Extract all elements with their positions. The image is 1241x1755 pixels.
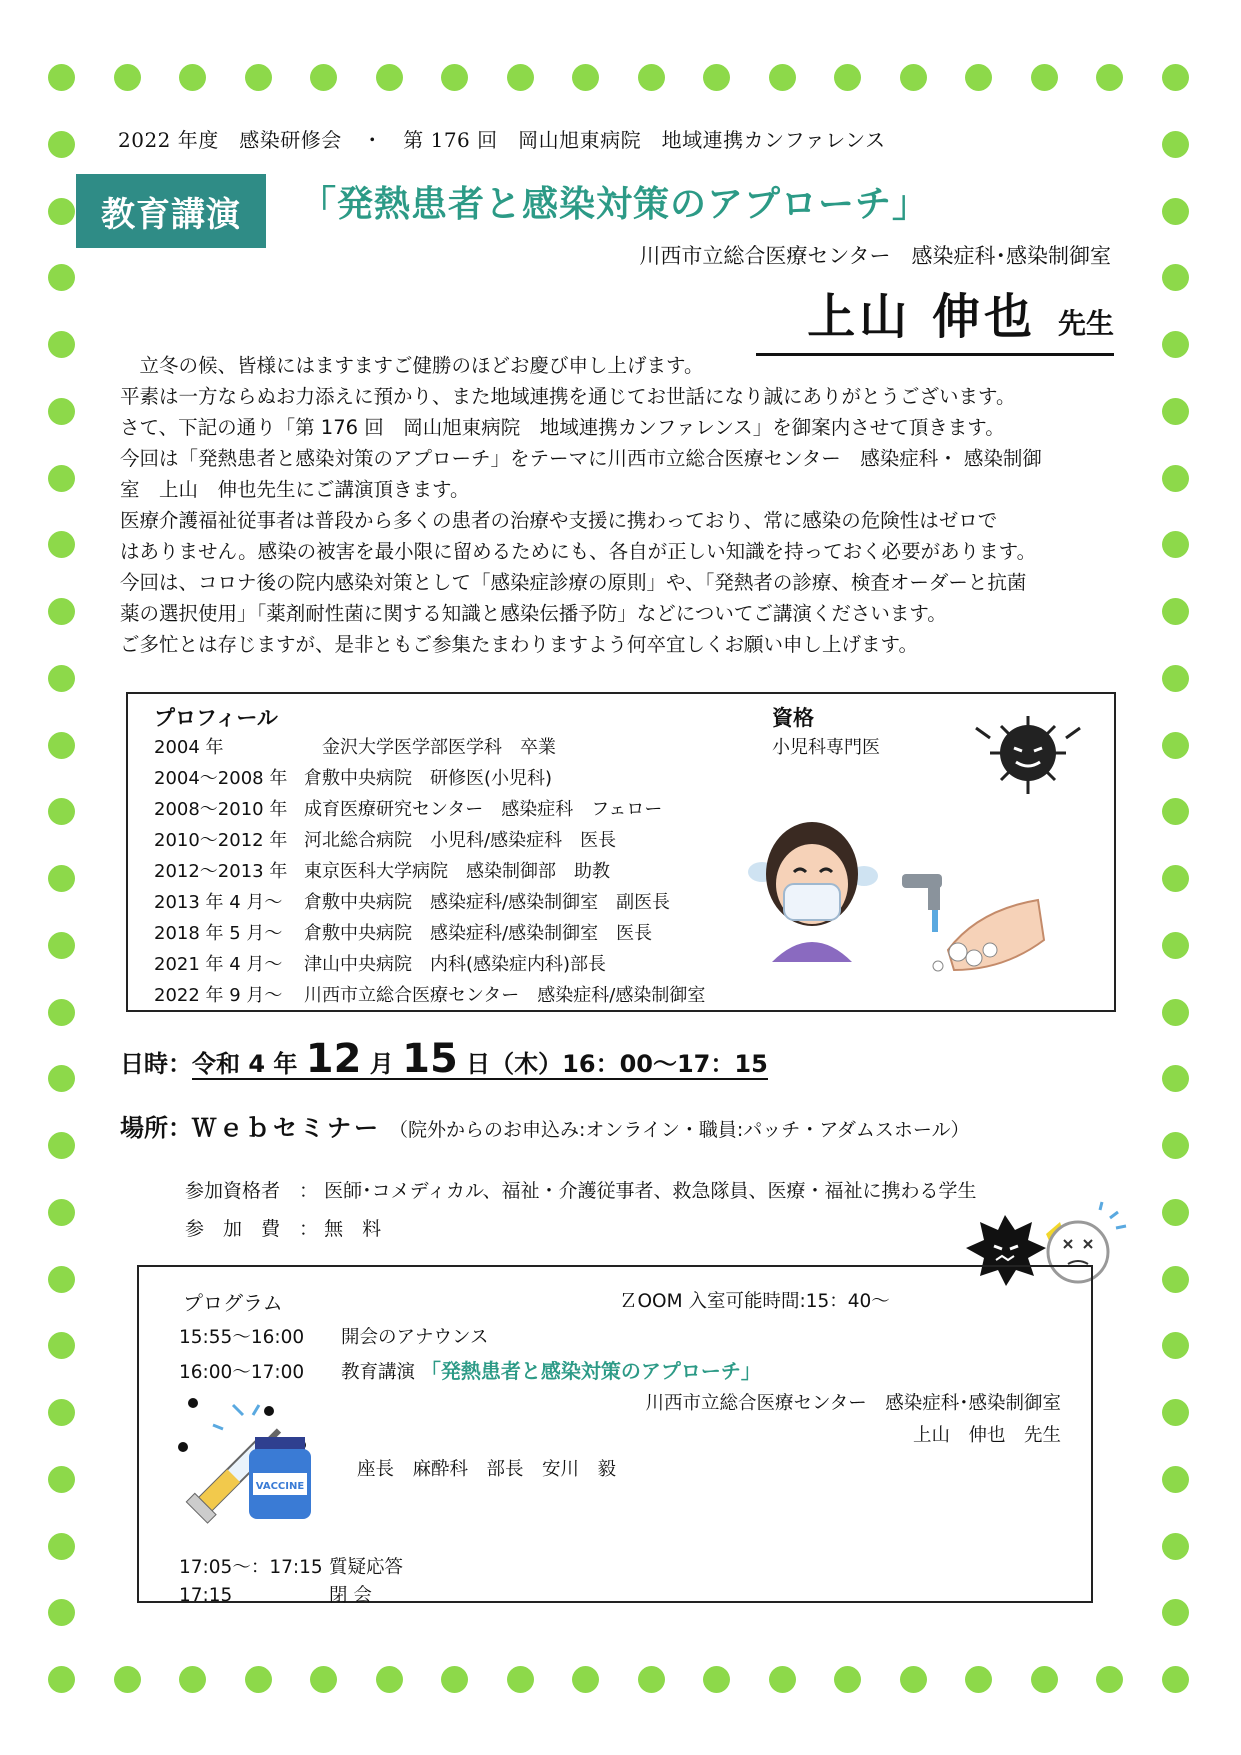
border-dot: [1162, 1065, 1189, 1092]
history-row: 2012～2013 年 東京医科大学病院 感染制御部 助教: [154, 861, 610, 882]
event-venue: [120, 1108, 970, 1143]
program-row-closing: 17:15 閉 会: [179, 1585, 372, 1606]
border-dot: [572, 64, 599, 91]
border-dot: [48, 865, 75, 892]
profile-history: [154, 732, 705, 1011]
border-dot: [114, 1666, 141, 1693]
border-dot: [48, 398, 75, 425]
event-datetime: [120, 1036, 768, 1082]
program-row-qa: 17:05～：17:15 質疑応答: [179, 1557, 404, 1578]
border-dot: [48, 999, 75, 1026]
history-row: 2021 年 4 月～ 津山中央病院 内科(感染症内科)部長: [154, 954, 607, 975]
border-dot: [48, 1266, 75, 1293]
intro-line: 医療介護福祉従事者は普段から多くの患者の治療や支援に携わっており、常に感染の危険性はゼロで: [120, 509, 998, 532]
border-dot: [1096, 1666, 1123, 1693]
border-dot: [48, 1599, 75, 1626]
history-row: 2004 年 金沢大学医学部医学科 卒業: [154, 737, 556, 758]
border-dot: [245, 1666, 272, 1693]
border-dot: [441, 64, 468, 91]
border-dot: [965, 1666, 992, 1693]
border-dot: [310, 1666, 337, 1693]
border-dot: [900, 1666, 927, 1693]
border-dot: [48, 1666, 75, 1693]
border-dot: [1162, 732, 1189, 759]
border-dot: [310, 64, 337, 91]
border-dot: [965, 64, 992, 91]
border-dot: [48, 1065, 75, 1092]
border-dot: [507, 1666, 534, 1693]
speaker-name: 上山 伸也: [807, 289, 1036, 345]
border-dot: [376, 1666, 403, 1693]
border-dot: [1162, 198, 1189, 225]
border-dot: [179, 64, 206, 91]
border-dot: [48, 1132, 75, 1159]
border-dot: [376, 64, 403, 91]
intro-line: はありません。感染の被害を最小限に留めるためにも、各自が正しい知識を持っておく必要があります。: [120, 540, 1037, 563]
program-row-lecture: 16:00～17:00 教育講演 「発熱患者と感染対策のアプローチ」: [179, 1359, 761, 1383]
border-dot: [1162, 1266, 1189, 1293]
qualification-heading: 資格: [772, 706, 814, 730]
history-row: 2010～2012 年 河北総合病院 小児科/感染症科 医長: [154, 830, 617, 851]
intro-text: [120, 350, 1138, 660]
history-row: 2004～2008 年 倉敷中央病院 研修医(小児科): [154, 768, 553, 789]
border-dot: [638, 64, 665, 91]
fee-row: 参 加 費 ： 無 料: [185, 1218, 382, 1240]
border-dot: [48, 798, 75, 825]
border-dot: [507, 64, 534, 91]
border-dot: [1162, 932, 1189, 959]
border-dot: [1162, 531, 1189, 558]
border-dot: [1162, 865, 1189, 892]
border-dot: [48, 331, 75, 358]
intro-line: 室 上山 伸也先生にご講演頂きます。: [120, 478, 470, 501]
border-dot: [48, 531, 75, 558]
border-dot: [1162, 1599, 1189, 1626]
border-dot: [1162, 1399, 1189, 1426]
border-dot: [1162, 398, 1189, 425]
speaker-block: [756, 278, 1114, 356]
border-dot: [48, 1332, 75, 1359]
intro-line: 今回は「発熱患者と感染対策のアプローチ」をテーマに川西市立総合医療センター 感染症科・ 感染制御: [120, 447, 1042, 470]
border-dot: [48, 198, 75, 225]
border-dot: [1162, 64, 1189, 91]
border-dot: [1162, 1199, 1189, 1226]
border-dot: [572, 1666, 599, 1693]
border-dot: [1031, 64, 1058, 91]
border-dot: [834, 1666, 861, 1693]
border-dot: [48, 732, 75, 759]
border-dot: [769, 1666, 796, 1693]
border-dot: [245, 64, 272, 91]
border-dot: [48, 1199, 75, 1226]
program-row-opening: 15:55～16:00 開会のアナウンス: [179, 1327, 489, 1348]
eligibility-row: 参加資格者 ： 医師･コメディカル、福祉・介護従事者、救急隊員、医療・福祉に携わる学生: [185, 1180, 977, 1202]
border-dot: [1162, 665, 1189, 692]
venue-note: （院外からのお申込み:オンライン・職員:パッチ・アダムスホール）: [389, 1119, 970, 1141]
border-dot: [834, 64, 861, 91]
border-dot: [1162, 999, 1189, 1026]
history-row: 2022 年 9 月～ 川西市立総合医療センター 感染症科/感染制御室: [154, 985, 706, 1006]
border-dot: [48, 1533, 75, 1560]
venue-name: Ｗｅｂセミナー: [192, 1114, 381, 1142]
border-dot: [114, 64, 141, 91]
border-dot: [1031, 1666, 1058, 1693]
lecture-badge: 教育講演: [76, 174, 266, 248]
speaker-affiliation: 川西市立総合医療センター 感染症科･感染制御室: [639, 244, 1111, 268]
border-dot: [48, 131, 75, 158]
program-speaker: 上山 伸也 先生: [912, 1425, 1061, 1446]
border-dot: [179, 1666, 206, 1693]
border-dot: [48, 465, 75, 492]
intro-line: 今回は、コロナ後の院内感染対策として「感染症診療の原則」や、「発熱者の診療、検査オーダーと抗菌: [120, 571, 1027, 594]
vaccine-label: VACCINE: [255, 1481, 305, 1492]
profile-box: [126, 692, 1116, 1012]
history-row: 2018 年 5 月～ 倉敷中央病院 感染症科/感染制御室 医長: [154, 923, 653, 944]
border-dot: [48, 665, 75, 692]
border-dot: [48, 932, 75, 959]
history-row: 2013 年 4 月～ 倉敷中央病院 感染症科/感染制御室 副医長: [154, 892, 671, 913]
border-dot: [48, 64, 75, 91]
border-dot: [48, 1466, 75, 1493]
border-dot: [1162, 264, 1189, 291]
border-dot: [1162, 1132, 1189, 1159]
border-dot: [48, 264, 75, 291]
border-dot: [703, 64, 730, 91]
history-row: 2008～2010 年 成育医療研究センター 感染症科 フェロー: [154, 799, 663, 820]
intro-line: ご多忙とは存じますが、是非ともご参集たまわりますよう何卒宜しくお願い申し上げます。: [120, 633, 918, 656]
speaker-suffix: 先生: [1057, 307, 1114, 340]
datetime-value: 令和 4 年 12 月 15 日（木）16：00～17：15: [192, 1036, 768, 1082]
border-dot: [1162, 598, 1189, 625]
program-heading: プログラム: [183, 1291, 283, 1315]
profile-heading: プロフィール: [154, 706, 278, 730]
border-dot: [1162, 1466, 1189, 1493]
border-dot: [769, 64, 796, 91]
intro-line: 薬の選択使用」「薬剤耐性菌に関する知識と感染伝播予防」などについてご講演くださいます。: [120, 602, 947, 625]
border-dot: [1162, 1666, 1189, 1693]
virus-icon: [968, 708, 1088, 798]
border-dot: [1162, 131, 1189, 158]
border-dot: [703, 1666, 730, 1693]
venue-label: 場所：: [120, 1114, 192, 1142]
qualification-value: 小児科専門医: [772, 737, 880, 758]
border-dot: [638, 1666, 665, 1693]
datetime-label: 日時：: [120, 1050, 192, 1078]
intro-line: 平素は一方ならぬお力添えに預かり、また地域連携を通じてお世話になり誠にありがとうございます。: [120, 385, 1016, 408]
vaccine-icon: [173, 1385, 323, 1525]
border-dot: [441, 1666, 468, 1693]
program-chair: 座長 麻酔科 部長 安川 毅: [357, 1459, 617, 1480]
border-dot: [1096, 64, 1123, 91]
border-dot: [1162, 465, 1189, 492]
border-dot: [1162, 1332, 1189, 1359]
border-dot: [1162, 798, 1189, 825]
border-dot: [900, 64, 927, 91]
handwashing-icon: [898, 870, 1048, 985]
border-dot: [1162, 331, 1189, 358]
program-box: [137, 1265, 1093, 1606]
border-dot: [48, 598, 75, 625]
border-dot: [1162, 1533, 1189, 1560]
lecture-title: 「発熱患者と感染対策のアプローチ」: [300, 184, 930, 225]
eligibility-block: [185, 1172, 977, 1248]
border-dot: [48, 1399, 75, 1426]
masked-person-icon: [742, 812, 882, 972]
conference-header: 2022 年度 感染研修会 ・ 第 176 回 岡山旭東病院 地域連携カンファレンス: [118, 128, 886, 152]
zoom-entry-time: ＺOOM 入室可能時間:15：40～: [619, 1291, 890, 1312]
program-affiliation: 川西市立総合医療センター 感染症科･感染制御室: [645, 1393, 1061, 1414]
intro-line: さて、下記の通り「第 176 回 岡山旭東病院 地域連携カンファレンス」を御案内させて頂きます。: [120, 416, 1005, 439]
intro-line: 立冬の候、皆様にはますますご健勝のほどお慶び申し上げます。: [120, 354, 704, 377]
